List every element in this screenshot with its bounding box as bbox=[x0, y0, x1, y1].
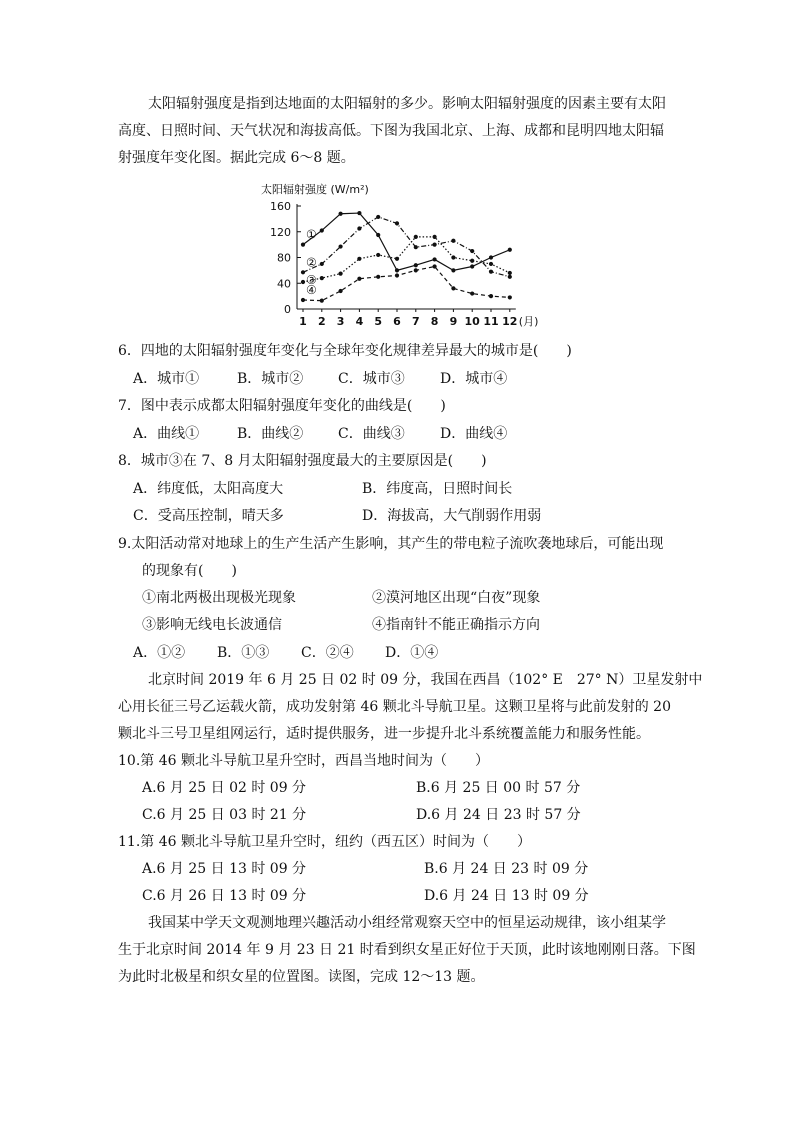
x-tick-label: 8 bbox=[430, 315, 439, 328]
x-tick-label: 9 bbox=[449, 315, 458, 328]
x-tick-label: 4 bbox=[355, 315, 364, 328]
data-point bbox=[489, 255, 493, 259]
data-point bbox=[433, 264, 437, 268]
q11-option-c: C.6 月 26 日 13 时 09 分 bbox=[142, 888, 307, 904]
q7-option-a: A．曲线① bbox=[133, 426, 200, 442]
intro-line-3: 射强度年变化图。据此完成 6～8 题。 bbox=[118, 150, 355, 166]
q9-item-3: ③影响无线电长波通信 bbox=[142, 617, 282, 633]
data-point bbox=[395, 273, 399, 277]
y-tick-label: 160 bbox=[270, 200, 291, 213]
q6-option-a: A．城市① bbox=[133, 371, 200, 387]
data-point bbox=[508, 271, 512, 275]
q9-option-a: A．①② bbox=[133, 645, 186, 661]
data-point bbox=[301, 298, 305, 302]
data-point bbox=[414, 263, 418, 267]
q6-stem: 6．四地的太阳辐射强度年变化与全球年变化规律差异最大的城市是( ) bbox=[118, 343, 572, 359]
data-point bbox=[320, 228, 324, 232]
data-point bbox=[470, 249, 474, 253]
series-label-2: ② bbox=[306, 255, 317, 270]
data-point bbox=[376, 253, 380, 257]
x-tick-label: 7 bbox=[411, 315, 420, 328]
data-point bbox=[339, 212, 343, 216]
passage3-line-1: 我国某中学天文观测地理兴趣活动小组经常观察天空中的恒星运动规律，该小组某学 bbox=[148, 915, 666, 931]
data-point bbox=[301, 270, 305, 274]
q6-option-c: C．城市③ bbox=[338, 371, 405, 387]
q10-option-d: D.6 月 24 日 23 时 57 分 bbox=[416, 807, 581, 823]
series-label-4: ④ bbox=[306, 282, 317, 297]
q10-stem: 10.第 46 颗北斗导航卫星升空时，西昌当地时间为（ ） bbox=[118, 753, 489, 769]
q11-option-d: D.6 月 24 日 13 时 09 分 bbox=[424, 888, 589, 904]
data-point bbox=[320, 299, 324, 303]
q9-stem-2: 的现象有( ) bbox=[142, 563, 237, 579]
x-tick-label: 11 bbox=[483, 315, 499, 328]
y-tick-label: 120 bbox=[270, 225, 291, 239]
data-point bbox=[508, 248, 512, 252]
chart-title: 太阳辐射强度 (W/m²) bbox=[261, 183, 369, 196]
q10-option-a: A.6 月 25 日 02 时 09 分 bbox=[142, 780, 307, 796]
x-tick-label: 2 bbox=[317, 315, 326, 328]
q9-item-1: ①南北两极出现极光现象 bbox=[142, 590, 296, 606]
data-point bbox=[470, 259, 474, 263]
q6-option-d: D．城市④ bbox=[440, 371, 508, 387]
data-point bbox=[339, 244, 343, 248]
q8-option-d: D．海拔高，大气削弱作用弱 bbox=[362, 508, 542, 524]
data-point bbox=[357, 257, 361, 261]
q9-item-2: ②漠河地区出现“白夜”现象 bbox=[372, 590, 541, 606]
q9-stem-1: 9.太阳活动常对地球上的生产生活产生影响，其产生的带电粒子流吹袭地球后，可能出现 bbox=[118, 536, 664, 552]
data-point bbox=[301, 280, 305, 284]
q11-stem: 11.第 46 颗北斗导航卫星升空时，纽约（西五区）时间为（ ） bbox=[118, 834, 531, 850]
series-line-1 bbox=[303, 213, 510, 270]
q9-item-4: ④指南针不能正确指示方向 bbox=[372, 617, 540, 633]
data-point bbox=[339, 289, 343, 293]
data-point bbox=[395, 268, 399, 272]
data-point bbox=[451, 286, 455, 290]
x-tick-label: 5 bbox=[374, 315, 383, 328]
data-point bbox=[357, 226, 361, 230]
x-axis-unit: (月) bbox=[518, 315, 539, 328]
data-point bbox=[301, 243, 305, 247]
data-point bbox=[414, 268, 418, 272]
y-tick-label: 40 bbox=[277, 277, 291, 291]
q7-stem: 7．图中表示成都太阳辐射强度年变化的曲线是( ) bbox=[118, 398, 446, 414]
data-point bbox=[451, 268, 455, 272]
data-point bbox=[433, 257, 437, 261]
data-point bbox=[395, 257, 399, 261]
data-point bbox=[376, 215, 380, 219]
series-line-3 bbox=[303, 237, 510, 282]
q11-option-b: B.6 月 24 日 23 时 09 分 bbox=[424, 861, 589, 877]
data-point bbox=[433, 235, 437, 239]
data-point bbox=[508, 275, 512, 279]
y-tick-label: 80 bbox=[277, 251, 291, 265]
q11-option-a: A.6 月 25 日 13 时 09 分 bbox=[142, 861, 307, 877]
data-point bbox=[357, 211, 361, 215]
series-line-4 bbox=[303, 267, 510, 301]
data-point bbox=[433, 243, 437, 247]
x-tick-label: 3 bbox=[336, 315, 345, 328]
x-tick-label: 10 bbox=[464, 315, 480, 328]
data-point bbox=[414, 245, 418, 249]
solar-radiation-chart bbox=[255, 180, 545, 330]
passage3-line-3: 为此时北极星和织女星的位置图。读图，完成 12～13 题。 bbox=[118, 969, 485, 985]
data-point bbox=[451, 239, 455, 243]
data-point bbox=[451, 255, 455, 259]
passage3-line-2: 生于北京时间 2014 年 9 月 23 日 21 时看到织女星正好位于天顶，此时该地刚刚日落。下图 bbox=[118, 942, 696, 958]
q8-option-b: B．纬度高，日照时间长 bbox=[362, 481, 513, 497]
q9-option-b: B．①③ bbox=[217, 645, 270, 661]
data-point bbox=[339, 271, 343, 275]
x-tick-label: 6 bbox=[393, 315, 401, 328]
data-point bbox=[414, 235, 418, 239]
data-point bbox=[357, 277, 361, 281]
passage2-line-3: 颗北斗三号卫星组网运行，适时提供服务，进一步提升北斗系统覆盖能力和服务性能。 bbox=[118, 726, 650, 742]
q7-option-b: B．曲线② bbox=[237, 426, 304, 442]
data-point bbox=[489, 270, 493, 274]
q7-option-c: C．曲线③ bbox=[338, 426, 405, 442]
intro-line-2: 高度、日照时间、天气状况和海拔高低。下图为我国北京、上海、成都和昆明四地太阳辐 bbox=[118, 123, 664, 139]
data-point bbox=[470, 291, 474, 295]
passage2-line-2: 心用长征三号乙运载火箭，成功发射第 46 颗北斗导航卫星。这颗卫星将与此前发射的 20 bbox=[118, 699, 671, 715]
data-point bbox=[320, 262, 324, 266]
data-point bbox=[508, 295, 512, 299]
chart-series bbox=[301, 211, 512, 303]
data-point bbox=[470, 264, 474, 268]
data-point bbox=[376, 275, 380, 279]
q10-option-c: C.6 月 25 日 03 时 21 分 bbox=[142, 807, 307, 823]
q8-stem: 8．城市③在 7、8 月太阳辐射强度最大的主要原因是( ) bbox=[118, 453, 487, 469]
q9-option-d: D．①④ bbox=[385, 645, 439, 661]
data-point bbox=[489, 262, 493, 266]
q9-option-c: C．②④ bbox=[301, 645, 354, 661]
q8-option-c: C．受高压控制，晴天多 bbox=[133, 508, 284, 524]
q8-option-a: A．纬度低，太阳高度大 bbox=[133, 481, 284, 497]
series-label-1: ① bbox=[306, 227, 317, 242]
data-point bbox=[320, 276, 324, 280]
x-tick-label: 12 bbox=[502, 315, 518, 328]
q7-option-d: D．曲线④ bbox=[440, 426, 508, 442]
x-tick-label: 1 bbox=[299, 315, 307, 328]
y-tick-label: 0 bbox=[284, 303, 291, 316]
q6-option-b: B．城市② bbox=[237, 371, 304, 387]
passage2-line-1: 北京时间 2019 年 6 月 25 日 02 时 09 分，我国在西昌（102° E 27° N）卫星发射中 bbox=[148, 672, 703, 688]
series-label-3: ③ bbox=[306, 272, 317, 287]
data-point bbox=[376, 233, 380, 237]
data-point bbox=[489, 294, 493, 298]
q10-option-b: B.6 月 25 日 00 时 57 分 bbox=[416, 780, 581, 796]
data-point bbox=[395, 221, 399, 225]
intro-line-1: 太阳辐射强度是指到达地面的太阳辐射的多少。影响太阳辐射强度的因素主要有太阳 bbox=[148, 96, 666, 112]
